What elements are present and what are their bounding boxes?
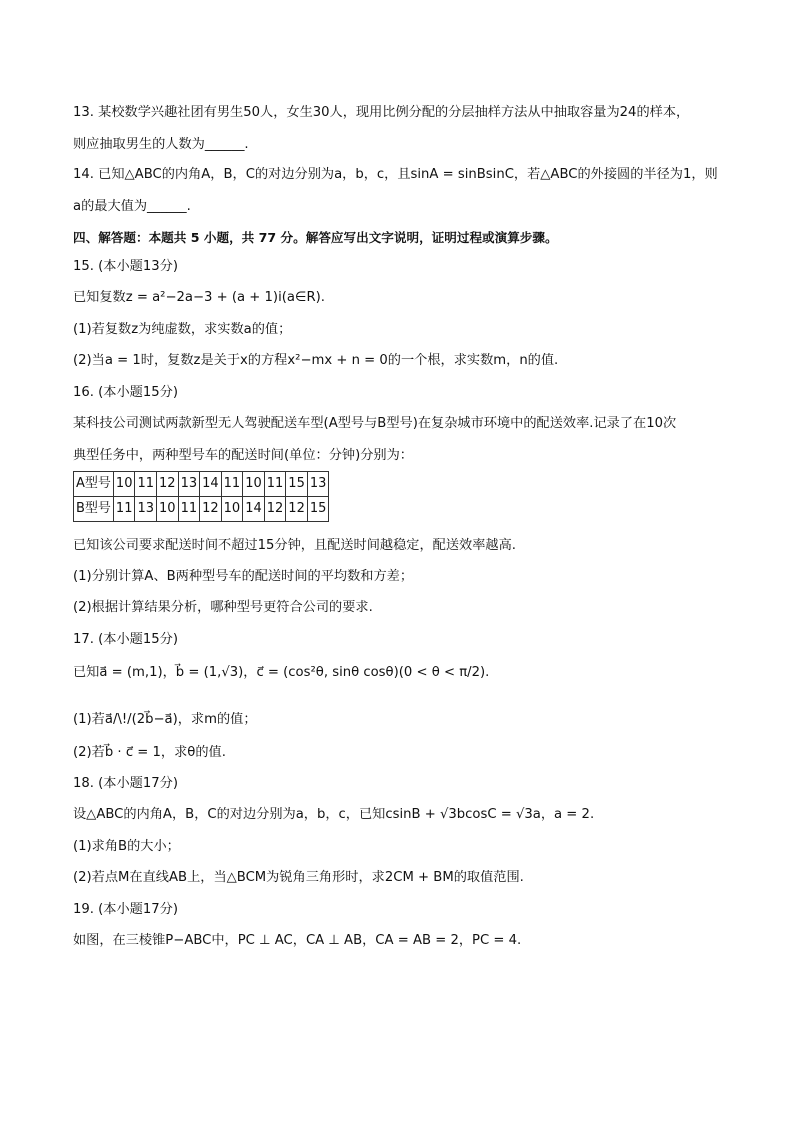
q19-stem: 如图，在三棱锥P−ABC中，PC ⊥ AC，CA ⊥ AB，CA = AB = 2，PC = 4. (73, 933, 522, 948)
q16-stem-1: 某科技公司测试两款新型无人驾驶配送车型(A型号与B型号)在复杂城市环境中的配送效率.记录了在10次 (73, 416, 677, 431)
table-cell: 13 (307, 472, 329, 497)
table-cell: 12 (286, 497, 308, 522)
q17-heading: 17. (本小题15分) (73, 632, 178, 647)
table-cell: B型号 (74, 497, 114, 522)
table-cell: 10 (243, 472, 265, 497)
table-row-b (74, 497, 329, 522)
table-cell: 12 (157, 472, 179, 497)
table-cell: 10 (157, 497, 179, 522)
q16-part-1: (1)分别计算A、B两种型号车的配送时间的平均数和方差； (73, 569, 414, 584)
q17-stem: 已知a⃗ = (m,1)，b⃗ = (1,√3)，c⃗ = (cos²θ, sinθ cosθ)(0 < θ < π/2). (73, 665, 490, 680)
table-cell: 13 (135, 497, 157, 522)
q14-line-1: 14. 已知△ABC的内角A，B，C的对边分别为a，b，c，且sinA = sinBsinC，若△ABC的外接圆的半径为1，则 (73, 167, 718, 182)
table-cell: 11 (264, 472, 286, 497)
q15-part-2: (2)当a = 1时，复数z是关于x的方程x²−mx + n = 0的一个根，求实数m，n的值. (73, 353, 559, 368)
table-row-a (74, 472, 329, 497)
section-4-heading: 四、解答题：本题共 5 小题，共 77 分。解答应写出文字说明，证明过程或演算步骤。 (73, 230, 558, 245)
q15-part-1: (1)若复数z为纯虚数，求实数a的值； (73, 322, 292, 337)
q15-stem: 已知复数z = a²−2a−3 + (a + 1)i(a∈R). (73, 290, 325, 305)
q17-part-2: (2)若b⃗ · c⃗ = 1，求θ的值. (73, 745, 226, 760)
table-cell: 15 (307, 497, 329, 522)
table-cell: 11 (178, 497, 200, 522)
q19-heading: 19. (本小题17分) (73, 902, 178, 917)
table-cell: 10 (221, 497, 243, 522)
q16-stem-2: 典型任务中，两种型号车的配送时间(单位：分钟)分别为： (73, 448, 413, 463)
table-cell: 11 (113, 497, 135, 522)
q16-condition: 已知该公司要求配送时间不超过15分钟，且配送时间越稳定，配送效率越高. (73, 538, 516, 553)
q18-part-1: (1)求角B的大小； (73, 839, 180, 854)
table-cell: 11 (221, 472, 243, 497)
q15-heading: 15. (本小题13分) (73, 259, 178, 274)
table-cell: 11 (135, 472, 157, 497)
table-cell: 13 (178, 472, 200, 497)
q18-stem: 设△ABC的内角A，B，C的对边分别为a，b，c，已知csinB + √3bcosC = √3a，a = 2. (73, 807, 595, 822)
table-cell: A型号 (74, 472, 114, 497)
table-cell: 12 (200, 497, 222, 522)
delivery-time-table (73, 471, 329, 522)
q18-heading: 18. (本小题17分) (73, 776, 178, 791)
table-cell: 10 (113, 472, 135, 497)
table-cell: 12 (264, 497, 286, 522)
q16-part-2: (2)根据计算结果分析，哪种型号更符合公司的要求. (73, 600, 373, 615)
q18-part-2: (2)若点M在直线AB上，当△BCM为锐角三角形时，求2CM + BM的取值范围. (73, 870, 524, 885)
q14-line-2: a的最大值为______. (73, 199, 191, 214)
table-cell: 14 (243, 497, 265, 522)
table-cell: 14 (200, 472, 222, 497)
q17-part-1: (1)若a⃗/\!/(2b⃗−a⃗)，求m的值； (73, 712, 257, 727)
q13-line-1: 13. 某校数学兴趣社团有男生50人，女生30人，现用比例分配的分层抽样方法从中抽取容量为24的样本， (73, 105, 690, 120)
q13-line-2: 则应抽取男生的人数为______. (73, 137, 249, 152)
q16-heading: 16. (本小题15分) (73, 385, 178, 400)
table-cell: 15 (286, 472, 308, 497)
